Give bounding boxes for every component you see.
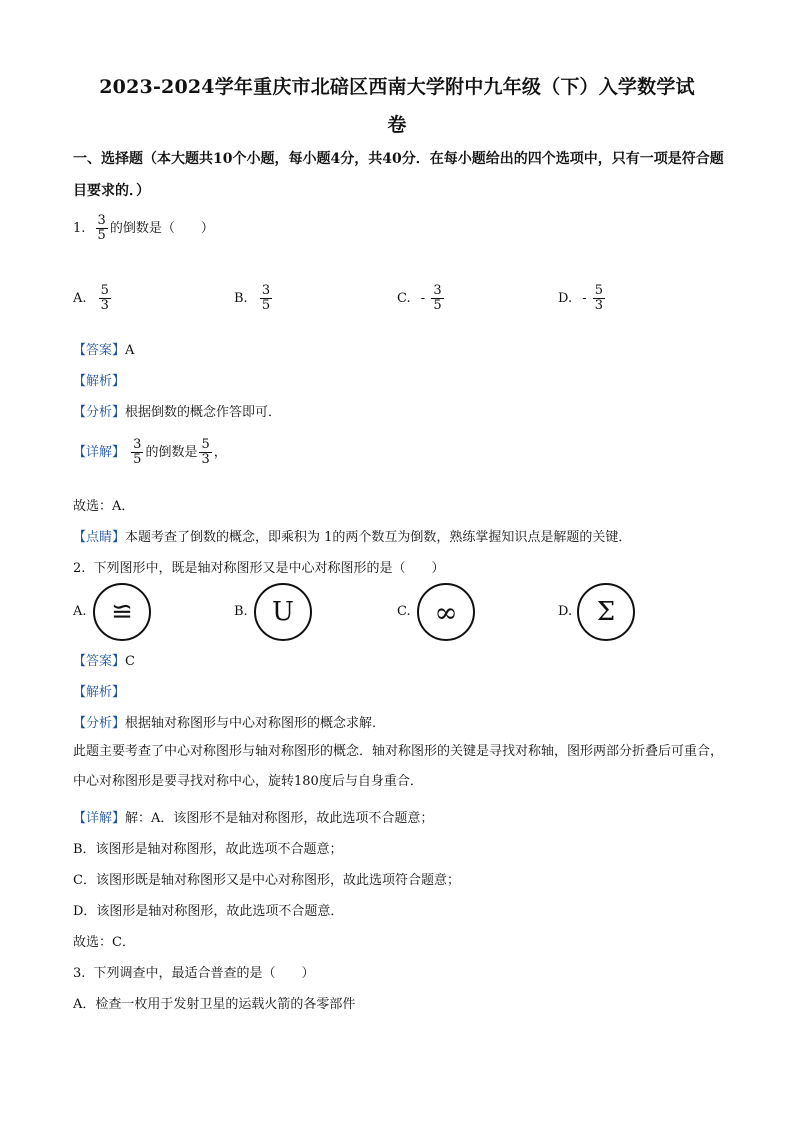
q1-fenxi [73,401,281,420]
q2-option-c-label: C. [397,604,411,619]
option-label: C. [397,291,411,306]
question-3-stem [73,962,315,981]
option-label: D. [558,291,573,306]
detail-tag: 【详解】 [73,445,126,460]
fraction-denominator: 5 [433,298,442,313]
fraction [199,438,211,467]
fraction-denominator: 3 [201,452,210,467]
fraction [260,284,272,313]
q2-detail-d: D．该图形是轴对称图形，故此选项不合题意． [73,904,344,919]
q1-option-b[interactable] [234,284,274,313]
document-title-line1: 2023-2024学年重庆市北碚区西南大学附中九年级（下）入学数学试 [99,76,695,98]
q2-option-a-label: A. [73,604,87,619]
fraction [431,284,443,313]
fraction [99,284,111,313]
option-label: B. [234,291,248,306]
option-label: A. [73,291,87,306]
question-text: 下列图形中，既是轴对称图形又是中心对称图形的是（ ） [93,561,445,576]
fraction [593,284,605,313]
sigma-symbol-icon: Σ [596,597,616,627]
fraction [96,214,108,243]
dianjing-tag: 【点睛】 [73,530,126,545]
q2-analysis [73,681,125,700]
fraction-numerator: 3 [261,283,271,298]
q2-option-b[interactable] [254,583,312,641]
q1-answer [73,339,134,358]
q2-explanation: 此题主要考查了中心对称图形与轴对称图形的概念．轴对称图形的关键是寻找对称轴，图形两部分折叠后可重合，中心对称图形是要寻找对称中心，旋转180度后与自身重合． [73,744,724,789]
fraction-numerator: 5 [201,437,210,452]
fenxi-tag: 【分析】 [73,405,126,420]
fenxi-text: 根据倒数的概念作答即可． [125,405,282,420]
document-title-line2: 卷 [387,114,407,136]
analysis-tag: 【解析】 [73,374,126,389]
dianjing-text: 本题考查了倒数的概念，即乘积为 1的两个数互为倒数，熟练掌握知识点是解题的关键． [125,530,632,545]
fenxi-text: 根据轴对称图形与中心对称图形的概念求解． [125,716,386,731]
answer-value: C [125,654,135,669]
fraction-numerator: 3 [433,283,442,298]
q1-analysis [73,370,125,389]
fraction-denominator: 3 [594,298,604,313]
question-text: 的倒数是（ ） [109,221,214,236]
question-number: 1. [73,221,86,236]
q2-answer [73,650,135,669]
question-number: 3. [73,966,86,981]
congruent-symbol-icon: ≌ [111,597,133,627]
minus-sign: - [582,291,587,306]
fraction-numerator: 5 [100,283,109,298]
q3-option-a[interactable]: A．检查一枚用于发射卫星的运载火箭的各零部件 [73,997,356,1012]
q1-detail [73,438,227,467]
q2-detail-b: B．该图形是轴对称图形，故此选项不合题意； [73,842,343,857]
q2-detail-c: C．该图形既是轴对称图形又是中心对称图形，故此选项符合题意； [73,873,460,888]
detail-tag: 【详解】 [73,811,126,826]
fraction-denominator: 5 [133,452,142,467]
q2-option-c[interactable] [417,583,475,641]
fraction [131,438,143,467]
q1-option-c[interactable] [397,284,446,313]
detail-text: 解：A．该图形不是轴对称图形，故此选项不合题意； [125,811,434,826]
q1-option-a[interactable] [73,284,113,313]
letter-u-symbol-icon: U [272,597,294,627]
fraction-numerator: 3 [97,213,106,228]
q1-option-d[interactable] [558,284,607,313]
fraction-denominator: 5 [261,298,271,313]
question-text: 下列调查中，最适合普查的是（ ） [93,966,315,981]
q2-choose: 故选：C． [73,935,135,950]
q2-option-d[interactable] [577,583,635,641]
answer-tag: 【答案】 [73,343,126,358]
detail-text: 的倒数是 [145,445,198,460]
detail-text: ， [213,445,227,460]
q2-option-d-label: D. [558,604,573,619]
question-number: 2. [73,561,86,576]
section-heading: 一、选择题（本大题共10个小题，每小题4分，共40分．在每小题给出的四个选项中，只有一项是符合题目要求的．） [73,151,724,199]
q1-dianjing [73,526,631,545]
fraction-numerator: 3 [133,437,142,452]
fraction-numerator: 5 [594,283,604,298]
q1-choose: 故选：A． [73,499,135,514]
q2-fenxi [73,712,385,731]
q2-option-b-label: B. [234,604,248,619]
q2-detail-a [73,807,433,826]
fraction-denominator: 5 [97,228,106,243]
q2-option-a[interactable] [93,583,151,641]
fraction-denominator: 3 [100,298,109,313]
infinity-symbol-icon: ∞ [434,595,458,629]
minus-sign: - [420,291,426,306]
analysis-tag: 【解析】 [73,685,126,700]
answer-tag: 【答案】 [73,654,126,669]
answer-value: A [125,343,135,358]
fenxi-tag: 【分析】 [73,716,126,731]
question-2-stem [73,557,445,576]
question-1-stem [73,214,214,243]
